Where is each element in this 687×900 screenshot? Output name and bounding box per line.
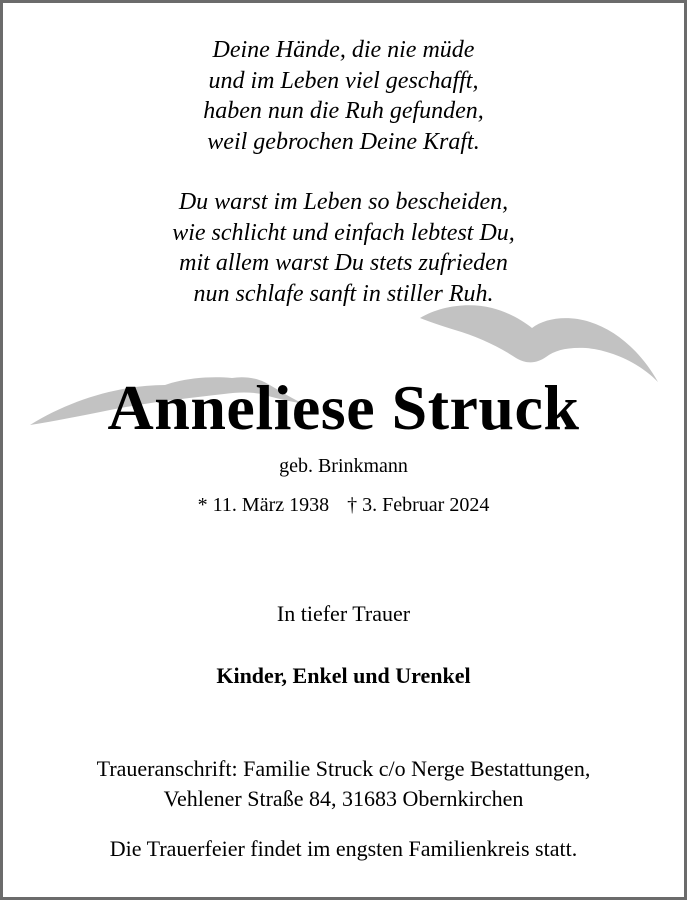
poem-line: Deine Hände, die nie müde [212, 37, 475, 63]
poem-line: haben nun die Ruh gefunden, [203, 98, 484, 124]
address-line-2: Vehlener Straße 84, 31683 Obernkirchen [163, 786, 524, 811]
poem-line: weil gebrochen Deine Kraft. [207, 128, 480, 155]
mourning-address [0, 754, 687, 814]
poem-stanza-1 [0, 35, 687, 157]
address-line-1: Traueranschrift: Familie Struck c/o Nerge Bestattungen, [96, 756, 591, 781]
poem-line: und im Leben viel geschafft, [208, 67, 479, 94]
death-date: † 3. Februar 2024 [347, 494, 490, 516]
poem-line: wie schlicht und einfach lebtest Du, [172, 219, 515, 246]
birth-date: * 11. März 1938 [197, 494, 330, 516]
poem-line: mit allem warst Du stets zufrieden [179, 250, 508, 276]
poem-line: Du warst im Leben so bescheiden, [178, 189, 509, 215]
birth-name: geb. Brinkmann [279, 455, 408, 477]
family-mourners: Kinder, Enkel und Urenkel [216, 663, 471, 688]
ceremony-note: Die Trauerfeier findet im engsten Familienkreis statt. [109, 836, 578, 861]
poem-stanza-2 [0, 187, 687, 309]
mourning-line: In tiefer Trauer [276, 601, 411, 626]
deceased-name: Anneliese Struck [107, 372, 580, 443]
life-dates [0, 492, 687, 518]
poem-line: nun schlafe sanft in stiller Ruh. [193, 280, 494, 307]
